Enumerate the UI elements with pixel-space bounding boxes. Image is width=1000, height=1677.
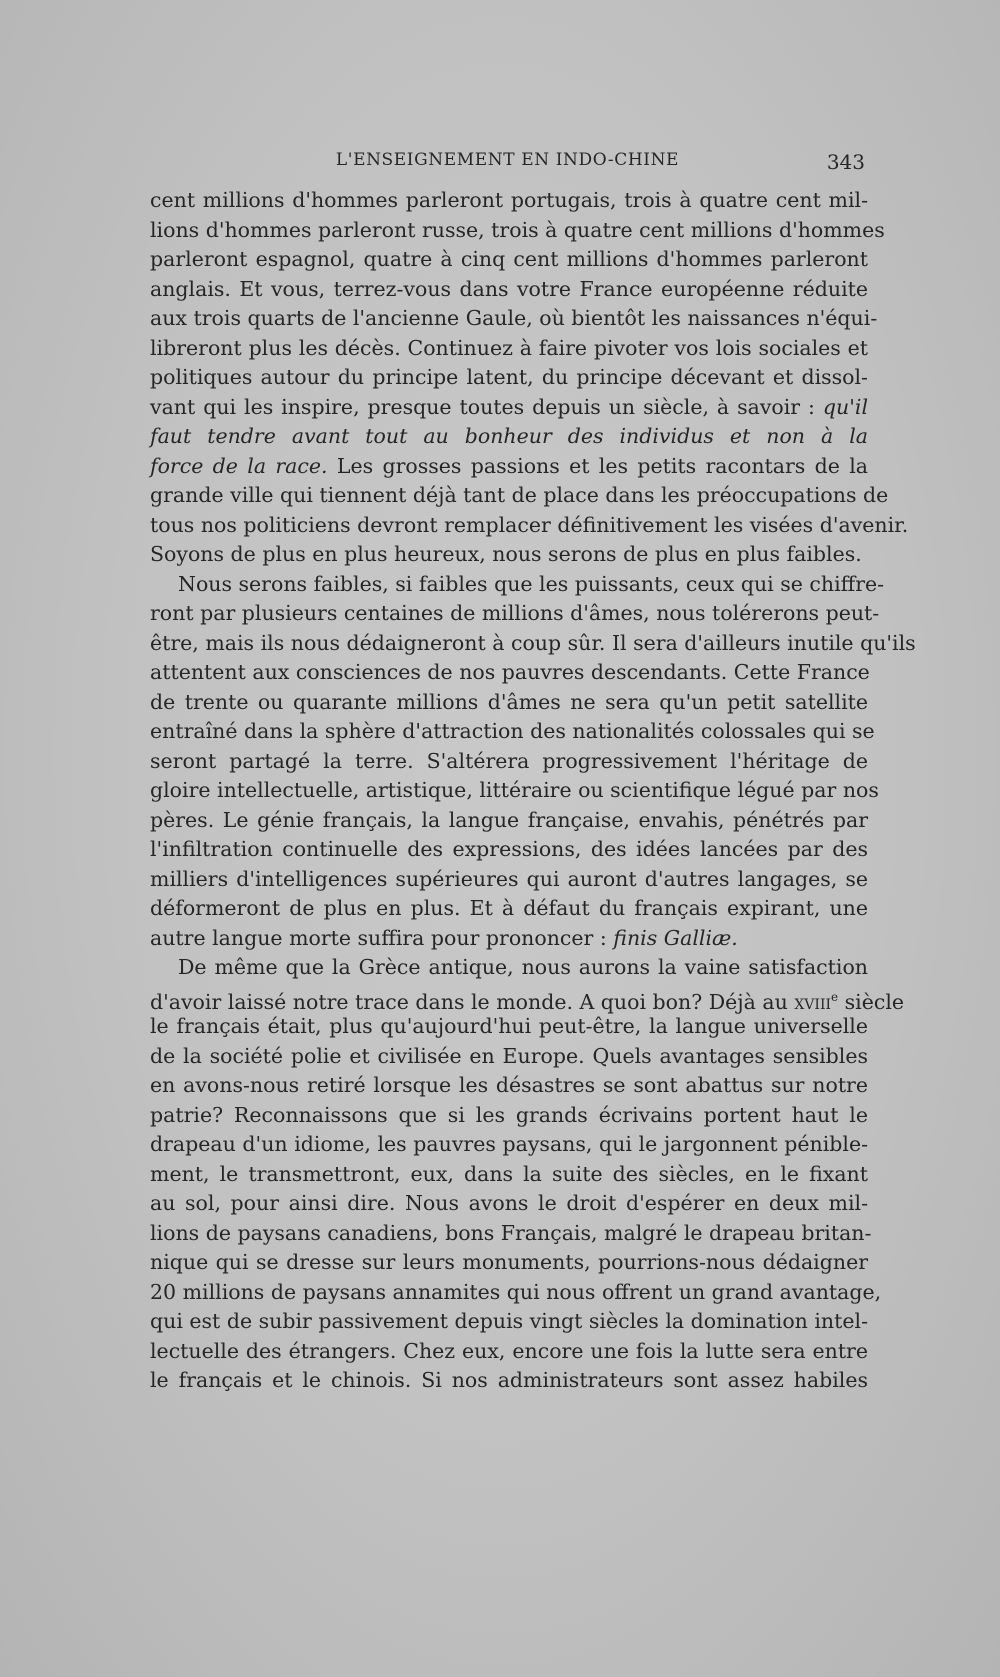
text-line: ment, le transmettront, eux, dans la suite des siècles, en le fixant [150,1161,868,1186]
text-line: libreront plus les décès. Continuez à faire pivoter vos lois sociales et [150,335,868,360]
text-line: milliers d'intelligences supérieures qui auront d'autres langages, se [150,866,868,891]
italic-text: faut tendre avant tout au bonheur des individus et non à la [150,424,868,448]
text-line: au sol, pour ainsi dire. Nous avons le droit d'espérer en deux mil- [150,1191,868,1215]
text-line: De même que la Grèce antique, nous aurons la vaine satisfaction [178,955,868,979]
superscript: e [831,989,839,1004]
text-line: lions de paysans canadiens, bons Français, malgré le drapeau britan- [150,1220,872,1245]
text-line [150,422,868,452]
text-line [150,452,868,482]
text-line: tous nos politiciens devront remplacer définitivement les visées d'avenir. [150,512,909,537]
page-number: 343 [826,150,865,174]
text-line: qui est de subir passivement depuis vingt siècles la domination intel- [150,1309,868,1333]
text-line: ront par plusieurs centaines de millions d'âmes, nous tolérerons peut- [150,601,880,625]
text-line: politiques autour du principe latent, du principe décevant et dissol- [150,365,868,389]
text-line: seront partagé la terre. S'altérera progressivement l'héritage de [150,748,868,773]
page-header [150,150,865,180]
text-line: l'infiltration continuelle des expressions, des idées lancées par des [150,837,868,861]
italic-text: finis Galliæ. [613,925,738,950]
line-text: autre langue morte suffira pour prononcer : [150,925,607,950]
text-line: le français était, plus qu'aujourd'hui peut-être, la langue universelle [150,1014,868,1038]
italic-text: force de la race. [150,453,328,478]
text-line [150,983,905,1014]
text-line: Nous serons faibles, si faibles que les puissants, ceux qui se chiffre- [178,571,885,596]
line-text: d'avoir laissé notre trace dans le monde. A quoi bon? Déjà au [150,989,788,1014]
text-line: Soyons de plus en plus heureux, nous serons de plus en plus faibles. [150,542,862,566]
text-line: aux trois quarts de l'ancienne Gaule, où bientôt les naissances n'équi- [150,306,878,330]
text-line: patrie? Reconnaissons que si les grands écrivains portent haut le [150,1102,868,1127]
text-line: de trente ou quarante millions d'âmes ne sera qu'un petit satellite [150,689,868,714]
text-line [150,393,868,423]
text-line: le français et le chinois. Si nos administrateurs sont assez habiles [150,1368,868,1392]
text-line: gloire intellectuelle, artistique, littéraire ou scientifique légué par nos [150,778,879,802]
text-line: drapeau d'un idiome, les pauvres paysans, qui le jargonnent pénible- [150,1132,868,1156]
line-text: vant qui les inspire, presque toutes depuis un siècle, à savoir : [150,394,815,419]
text-line: grande ville qui tiennent déjà tant de place dans les préoccupations de [150,483,889,507]
text-line [150,924,868,954]
text-line: lectuelle des étrangers. Chez eux, encore une fois la lutte sera entre [150,1338,868,1363]
running-title: L'ENSEIGNEMENT EN INDO-CHINE [335,150,680,170]
italic-text: qu'il [822,394,868,419]
text-line: parleront espagnol, quatre à cinq cent millions d'hommes parleront [150,247,868,271]
text-line: attentent aux consciences de nos pauvres descendants. Cette France [150,660,870,684]
text-line: entraîné dans la sphère d'attraction des nationalités colossales qui se [150,719,875,743]
text-line: cent millions d'hommes parleront portugais, trois à quatre cent mil- [150,188,868,212]
text-line: en avons-nous retiré lorsque les désastres se sont abattus sur notre [150,1073,868,1097]
text-line: lions d'hommes parleront russe, trois à quatre cent millions d'hommes [150,217,885,242]
body-text [150,186,916,1396]
text-line: déformeront de plus en plus. Et à défaut du français expirant, une [150,896,868,920]
text-line: nique qui se dresse sur leurs monuments, pourrions-nous dédaigner [150,1250,868,1274]
line-text: Les grosses passions et les petits racontars de la [336,453,869,478]
text-line: pères. Le génie français, la langue française, envahis, pénétrés par [150,807,868,832]
line-text: siècle [838,989,905,1014]
text-line: être, mais ils nous dédaigneront à coup sûr. Il sera d'ailleurs inutile qu'ils [150,630,916,655]
text-line: anglais. Et vous, terrez-vous dans votre France européenne réduite [150,276,868,301]
text-line: 20 millions de paysans annamites qui nous offrent un grand avantage, [150,1279,882,1304]
text-line: de la société polie et civilisée en Europe. Quels avantages sensibles [150,1043,868,1068]
century-numeral: xviii [794,989,832,1014]
